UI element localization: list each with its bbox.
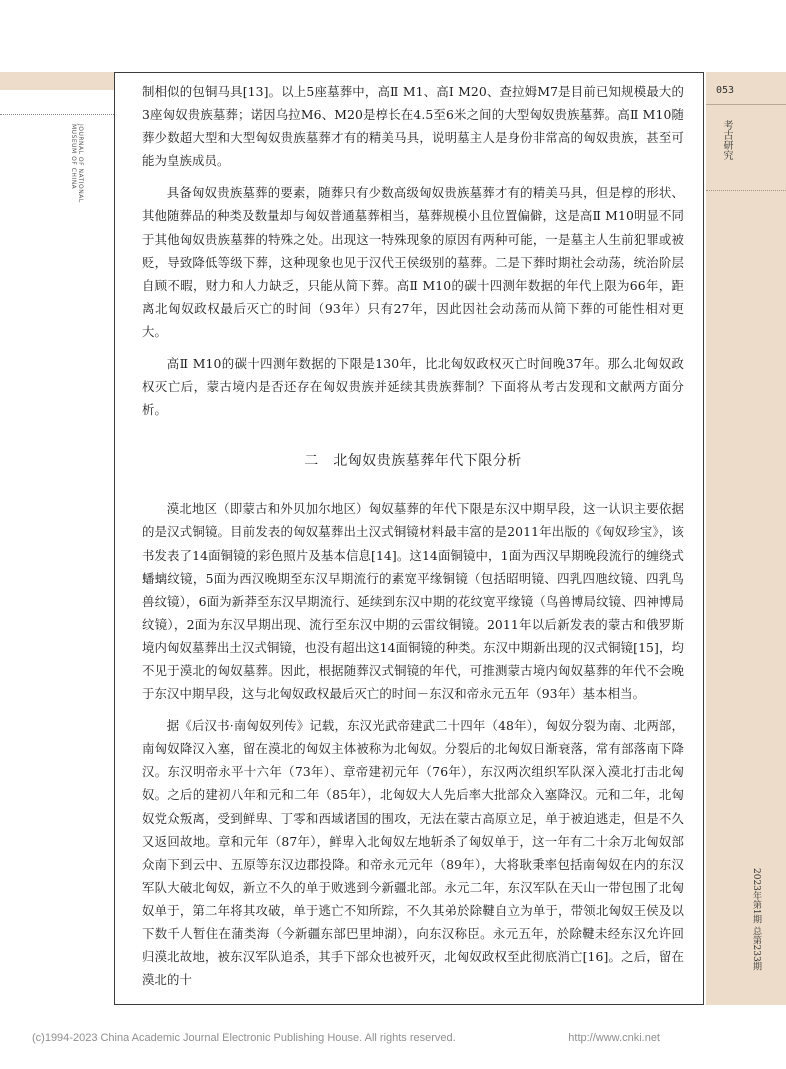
paragraph-1: 制相似的包铜马具[13]。以上5座墓葬中，高Ⅱ M1、高Ⅰ M20、查拉姆M7是目前已知规模最大的3座匈奴贵族墓葬；诺因乌拉M6、M20是椁长在4.5至6米之间的大型匈奴贵族墓葬。高Ⅱ M10随葬少数超大型和大型匈奴贵族墓葬才有的精美马具，说明墓主人是身份非常高的匈奴贵族，甚至可能为皇族成员。	[142, 84, 684, 169]
journal-section-title: 考古研究	[721, 120, 732, 160]
paragraph-4: 漠北地区（即蒙古和外贝加尔地区）匈奴墓葬的年代下限是东汉中期早段，这一认识主要依据的是汉式铜镜。目前发表的匈奴墓葬出土汉式铜镜材料最丰富的是2011年出版的《匈奴珍宝》，该书发表了14面铜镜的彩色照片及基本信息[14]。这14面铜镜中，1面为西汉早期晚段流行的缠绕式蟠螭纹镜，5面为西汉晚期至东汉早期流行的素宽平缘铜镜（包括昭明镜、四乳四虺纹镜、四乳鸟兽纹镜），6面为新莽至东汉早期流行、延续到东汉中期的花纹宽平缘镜（鸟兽博局纹镜、四神博局纹镜），2面为东汉早期出现、流行至东汉中期的云雷纹铜镜。2011年以后新发表的蒙古和俄罗斯境内匈奴墓葬出土汉式铜镜，也没有超出这14面铜镜的种类。东汉中期新出现的汉式铜镜[15]，均不见于漠北的匈奴墓葬。因此，根据随葬汉式铜镜的年代，可推测蒙古境内匈奴墓葬的年代不会晚于东汉中期早段，这与北匈奴政权最后灭亡的时间－东汉和帝永元五年（93年）基本相当。	[142, 501, 684, 702]
copyright-text: (c)1994-2023 China Academic Journal Electronic Publishing House. All rights reserved.	[32, 1032, 456, 1044]
paragraph-2: 具备匈奴贵族墓葬的要素，随葬只有少数高级匈奴贵族墓葬才有的精美马具，但是椁的形状、其他随葬品的种类及数量却与匈奴普通墓葬相当，墓葬规模小且位置偏僻，这是高Ⅱ M10明显不同于其他匈奴贵族墓葬的特殊之处。出现这一特殊现象的原因有两种可能，一是墓主人生前犯罪或被贬，导致降低等级下葬，这种现象也见于汉代王侯级别的墓葬。二是下葬时期社会动荡，统治阶层自顾不暇，财力和人力缺乏，只能从简下葬。高Ⅱ M10的碳十四测年数据的年代上限为66年，距离北匈奴政权最后灭亡的时间（93年）只有27年，因此因社会动荡而从简下葬的可能性相对更大。	[142, 185, 684, 339]
right-sidebar	[706, 72, 786, 1005]
issue-label: 2023年第1期 总第233期	[751, 868, 761, 971]
right-sidebar-rule	[706, 104, 786, 105]
section-heading: 二 北匈奴贵族墓葬年代下限分析	[304, 453, 522, 470]
footer	[32, 1032, 660, 1044]
right-sidebar-dotted-rule	[706, 190, 786, 191]
left-margin-band	[0, 72, 114, 90]
paragraph-5: 据《后汉书·南匈奴列传》记载，东汉光武帝建武二十四年（48年），匈奴分裂为南、北两部，南匈奴降汉入塞，留在漠北的匈奴主体被称为北匈奴。分裂后的北匈奴日渐衰落，常有部落南下降汉。东汉明帝永平十六年（73年）、章帝建初元年（76年），东汉两次组织军队深入漠北打击北匈奴。之后的建初八年和元和二年（85年），北匈奴大人先后率大批部众入塞降汉。元和二年，北匈奴党众叛离，受到鲜卑、丁零和西域诸国的围攻，无法在蒙古高原立足，单于被迫逃走，但是不久又返回故地。章和元年（87年），鲜卑入北匈奴左地斩杀了匈奴单于，这一年有二十余万北匈奴部众南下到云中、五原等东汉边郡投降。和帝永元元年（89年），大将耿秉率包括南匈奴在内的东汉军队大破北匈奴，新立不久的单于败逃到今新疆北部。永元二年，东汉军队在天山一带包围了北匈奴单于，第二年将其攻破，单于逃亡不知所踪，不久其弟於除鞬自立为单于，带领北匈奴王侯及以下数千人暂住在蒲类海（今新疆东部巴里坤湖），向东汉称臣。永元五年，於除鞬未经东汉允许回归漠北故地，被东汉军队追杀，其手下部众也被歼灭，北匈奴政权至此彻底消亡[16]。之后，留在漠北的十	[142, 718, 684, 988]
paragraph-3: 高Ⅱ M10的碳十四测年数据的下限是130年，比北匈奴政权灭亡时间晚37年。那么北匈奴政权灭亡后，蒙古境内是否还存在匈奴贵族并延续其贵族葬制？下面将从考古发现和文献两方面分析。	[142, 356, 684, 418]
page-number: 053	[716, 85, 735, 96]
left-dotted-rule	[0, 114, 114, 115]
article-body	[142, 80, 684, 991]
publisher-url[interactable]: http://www.cnki.net	[568, 1032, 660, 1044]
journal-english-title: JOURNAL OF NATIONAL MUSEUM OF CHINA	[70, 124, 84, 203]
